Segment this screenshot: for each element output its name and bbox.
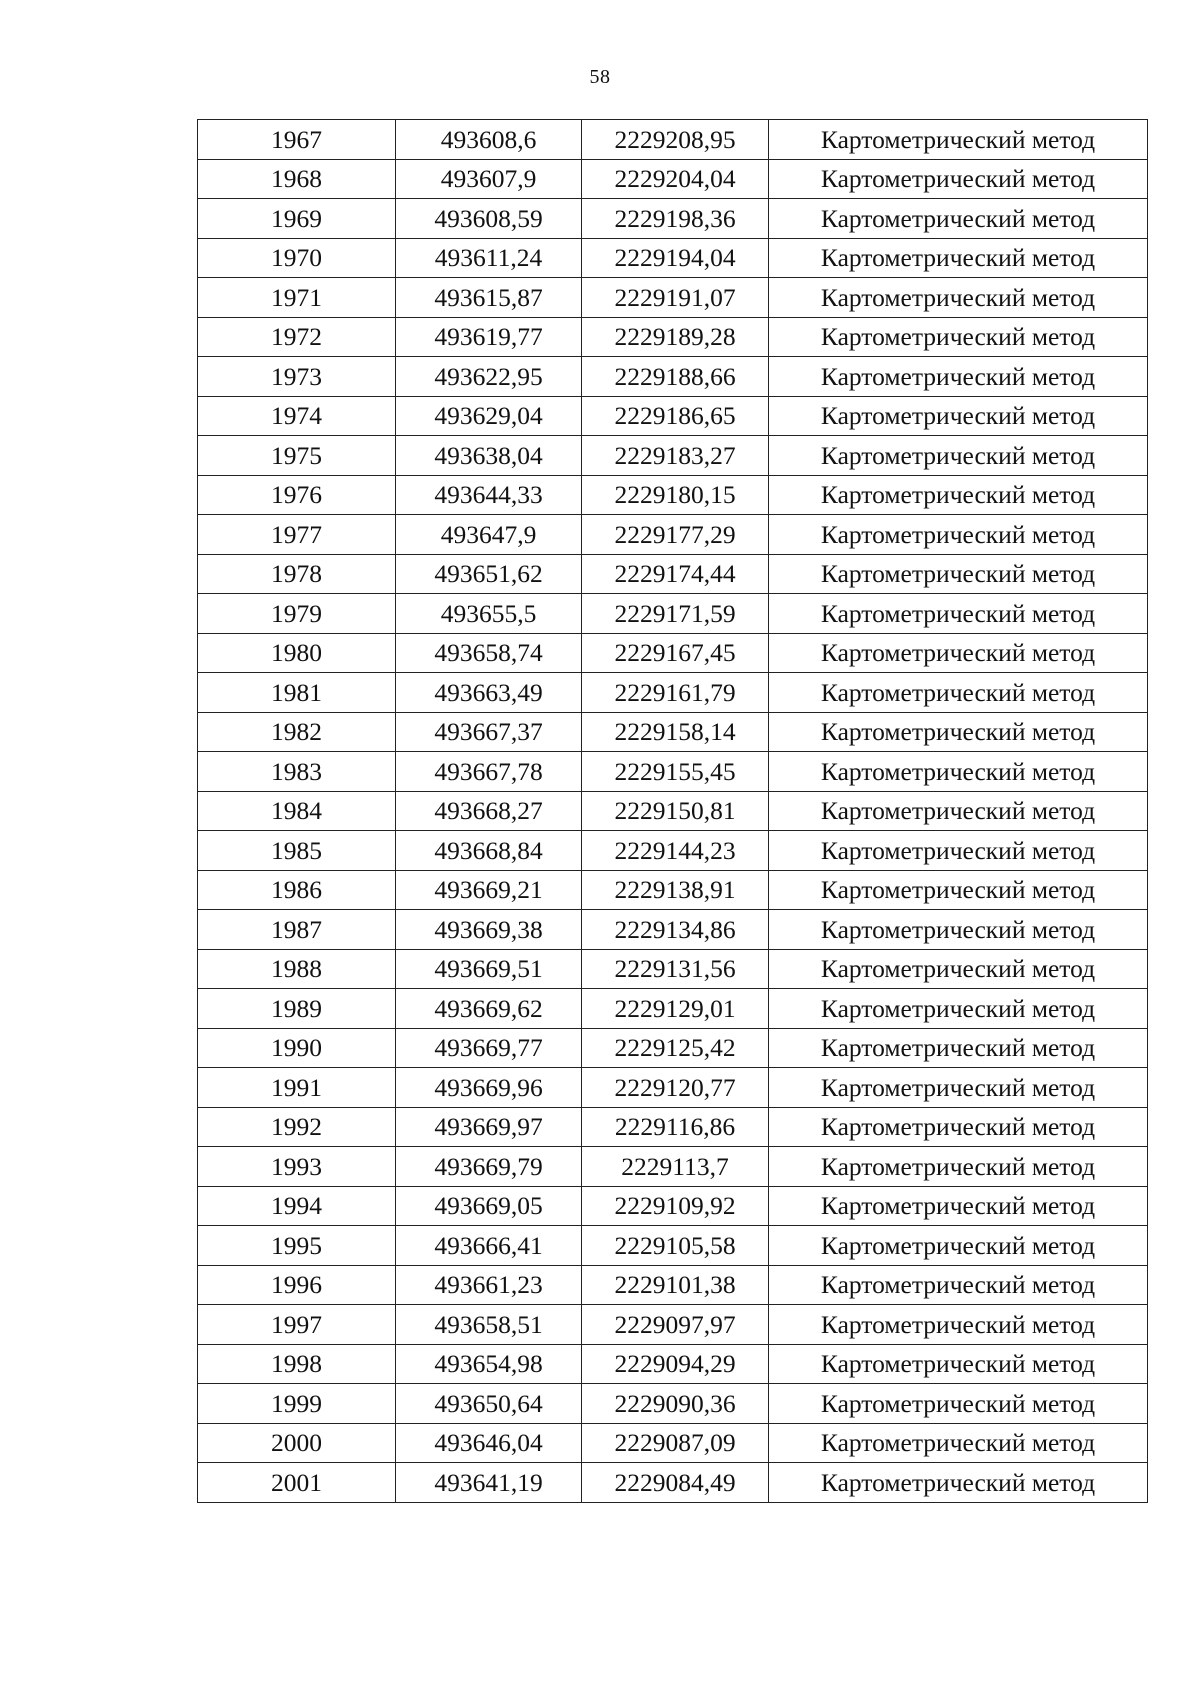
table-row — [198, 1028, 1148, 1068]
page-number: 58 — [589, 66, 611, 88]
method-cell: Картометрический метод — [769, 633, 1148, 673]
x-coordinate-cell: 493663,49 — [396, 673, 582, 713]
x-coordinate-cell: 493607,9 — [396, 159, 582, 199]
x-coordinate-cell: 493650,64 — [396, 1384, 582, 1424]
x-coordinate-cell: 493611,24 — [396, 238, 582, 278]
point-number-cell: 1981 — [198, 673, 396, 713]
table-row — [198, 712, 1148, 752]
x-coordinate-cell: 493669,97 — [396, 1107, 582, 1147]
x-coordinate-cell: 493668,27 — [396, 791, 582, 831]
table-row — [198, 1344, 1148, 1384]
point-number-cell: 1987 — [198, 910, 396, 950]
table-row — [198, 594, 1148, 634]
method-cell: Картометрический метод — [769, 515, 1148, 555]
y-coordinate-cell: 2229174,44 — [582, 554, 769, 594]
point-number-cell: 2000 — [198, 1423, 396, 1463]
point-number-cell: 1979 — [198, 594, 396, 634]
x-coordinate-cell: 493668,84 — [396, 831, 582, 871]
table-row — [198, 475, 1148, 515]
y-coordinate-cell: 2229105,58 — [582, 1226, 769, 1266]
table-row — [198, 1384, 1148, 1424]
y-coordinate-cell: 2229186,65 — [582, 396, 769, 436]
point-number-cell: 1982 — [198, 712, 396, 752]
y-coordinate-cell: 2229208,95 — [582, 120, 769, 160]
x-coordinate-cell: 493658,74 — [396, 633, 582, 673]
method-cell: Картометрический метод — [769, 199, 1148, 239]
y-coordinate-cell: 2229161,79 — [582, 673, 769, 713]
x-coordinate-cell: 493654,98 — [396, 1344, 582, 1384]
x-coordinate-cell: 493622,95 — [396, 357, 582, 397]
table-row — [198, 1147, 1148, 1187]
table-row — [198, 752, 1148, 792]
y-coordinate-cell: 2229120,77 — [582, 1068, 769, 1108]
method-cell: Картометрический метод — [769, 1186, 1148, 1226]
point-number-cell: 1975 — [198, 436, 396, 476]
table-row — [198, 791, 1148, 831]
y-coordinate-cell: 2229101,38 — [582, 1265, 769, 1305]
point-number-cell: 1998 — [198, 1344, 396, 1384]
y-coordinate-cell: 2229144,23 — [582, 831, 769, 871]
table-row — [198, 1068, 1148, 1108]
coordinates-table — [197, 119, 1148, 1503]
point-number-cell: 1980 — [198, 633, 396, 673]
method-cell: Картометрический метод — [769, 357, 1148, 397]
method-cell: Картометрический метод — [769, 594, 1148, 634]
point-number-cell: 1974 — [198, 396, 396, 436]
table-row — [198, 1305, 1148, 1345]
x-coordinate-cell: 493647,9 — [396, 515, 582, 555]
point-number-cell: 1967 — [198, 120, 396, 160]
y-coordinate-cell: 2229171,59 — [582, 594, 769, 634]
point-number-cell: 1988 — [198, 949, 396, 989]
method-cell: Картометрический метод — [769, 1068, 1148, 1108]
x-coordinate-cell: 493661,23 — [396, 1265, 582, 1305]
x-coordinate-cell: 493669,79 — [396, 1147, 582, 1187]
x-coordinate-cell: 493669,96 — [396, 1068, 582, 1108]
y-coordinate-cell: 2229134,86 — [582, 910, 769, 950]
method-cell: Картометрический метод — [769, 1147, 1148, 1187]
y-coordinate-cell: 2229191,07 — [582, 278, 769, 318]
y-coordinate-cell: 2229180,15 — [582, 475, 769, 515]
y-coordinate-cell: 2229097,97 — [582, 1305, 769, 1345]
method-cell: Картометрический метод — [769, 712, 1148, 752]
table-row — [198, 1186, 1148, 1226]
point-number-cell: 1984 — [198, 791, 396, 831]
method-cell: Картометрический метод — [769, 910, 1148, 950]
y-coordinate-cell: 2229084,49 — [582, 1463, 769, 1503]
method-cell: Картометрический метод — [769, 673, 1148, 713]
y-coordinate-cell: 2229188,66 — [582, 357, 769, 397]
x-coordinate-cell: 493641,19 — [396, 1463, 582, 1503]
table-row — [198, 831, 1148, 871]
table-row — [198, 1107, 1148, 1147]
method-cell: Картометрический метод — [769, 870, 1148, 910]
table-row — [198, 159, 1148, 199]
table-row — [198, 949, 1148, 989]
x-coordinate-cell: 493669,62 — [396, 989, 582, 1029]
y-coordinate-cell: 2229198,36 — [582, 199, 769, 239]
table-row — [198, 199, 1148, 239]
point-number-cell: 1992 — [198, 1107, 396, 1147]
point-number-cell: 1999 — [198, 1384, 396, 1424]
x-coordinate-cell: 493666,41 — [396, 1226, 582, 1266]
point-number-cell: 2001 — [198, 1463, 396, 1503]
x-coordinate-cell: 493669,77 — [396, 1028, 582, 1068]
y-coordinate-cell: 2229155,45 — [582, 752, 769, 792]
x-coordinate-cell: 493669,38 — [396, 910, 582, 950]
method-cell: Картометрический метод — [769, 1384, 1148, 1424]
method-cell: Картометрический метод — [769, 1028, 1148, 1068]
table-row — [198, 554, 1148, 594]
point-number-cell: 1978 — [198, 554, 396, 594]
table-row — [198, 120, 1148, 160]
table-row — [198, 238, 1148, 278]
method-cell: Картометрический метод — [769, 475, 1148, 515]
y-coordinate-cell: 2229116,86 — [582, 1107, 769, 1147]
coordinates-table-body — [198, 120, 1148, 1503]
point-number-cell: 1990 — [198, 1028, 396, 1068]
table-row — [198, 317, 1148, 357]
y-coordinate-cell: 2229090,36 — [582, 1384, 769, 1424]
point-number-cell: 1986 — [198, 870, 396, 910]
y-coordinate-cell: 2229113,7 — [582, 1147, 769, 1187]
method-cell: Картометрический метод — [769, 1265, 1148, 1305]
x-coordinate-cell: 493644,33 — [396, 475, 582, 515]
point-number-cell: 1977 — [198, 515, 396, 555]
table-row — [198, 910, 1148, 950]
method-cell: Картометрический метод — [769, 1463, 1148, 1503]
method-cell: Картометрический метод — [769, 752, 1148, 792]
x-coordinate-cell: 493669,05 — [396, 1186, 582, 1226]
method-cell: Картометрический метод — [769, 1423, 1148, 1463]
point-number-cell: 1995 — [198, 1226, 396, 1266]
y-coordinate-cell: 2229129,01 — [582, 989, 769, 1029]
x-coordinate-cell: 493608,6 — [396, 120, 582, 160]
method-cell: Картометрический метод — [769, 949, 1148, 989]
table-row — [198, 1423, 1148, 1463]
x-coordinate-cell: 493667,37 — [396, 712, 582, 752]
x-coordinate-cell: 493667,78 — [396, 752, 582, 792]
table-row — [198, 1265, 1148, 1305]
method-cell: Картометрический метод — [769, 989, 1148, 1029]
table-row — [198, 396, 1148, 436]
method-cell: Картометрический метод — [769, 1305, 1148, 1345]
point-number-cell: 1994 — [198, 1186, 396, 1226]
table-row — [198, 1463, 1148, 1503]
point-number-cell: 1968 — [198, 159, 396, 199]
x-coordinate-cell: 493646,04 — [396, 1423, 582, 1463]
table-row — [198, 673, 1148, 713]
table-row — [198, 278, 1148, 318]
table-row — [198, 870, 1148, 910]
y-coordinate-cell: 2229125,42 — [582, 1028, 769, 1068]
y-coordinate-cell: 2229138,91 — [582, 870, 769, 910]
x-coordinate-cell: 493658,51 — [396, 1305, 582, 1345]
method-cell: Картометрический метод — [769, 1226, 1148, 1266]
y-coordinate-cell: 2229189,28 — [582, 317, 769, 357]
method-cell: Картометрический метод — [769, 120, 1148, 160]
x-coordinate-cell: 493615,87 — [396, 278, 582, 318]
point-number-cell: 1989 — [198, 989, 396, 1029]
x-coordinate-cell: 493619,77 — [396, 317, 582, 357]
y-coordinate-cell: 2229177,29 — [582, 515, 769, 555]
x-coordinate-cell: 493608,59 — [396, 199, 582, 239]
method-cell: Картометрический метод — [769, 159, 1148, 199]
y-coordinate-cell: 2229167,45 — [582, 633, 769, 673]
point-number-cell: 1983 — [198, 752, 396, 792]
point-number-cell: 1970 — [198, 238, 396, 278]
table-row — [198, 1226, 1148, 1266]
y-coordinate-cell: 2229158,14 — [582, 712, 769, 752]
x-coordinate-cell: 493638,04 — [396, 436, 582, 476]
y-coordinate-cell: 2229194,04 — [582, 238, 769, 278]
y-coordinate-cell: 2229094,29 — [582, 1344, 769, 1384]
point-number-cell: 1973 — [198, 357, 396, 397]
method-cell: Картометрический метод — [769, 396, 1148, 436]
point-number-cell: 1976 — [198, 475, 396, 515]
point-number-cell: 1971 — [198, 278, 396, 318]
point-number-cell: 1991 — [198, 1068, 396, 1108]
point-number-cell: 1969 — [198, 199, 396, 239]
method-cell: Картометрический метод — [769, 238, 1148, 278]
y-coordinate-cell: 2229087,09 — [582, 1423, 769, 1463]
table-row — [198, 436, 1148, 476]
method-cell: Картометрический метод — [769, 436, 1148, 476]
y-coordinate-cell: 2229131,56 — [582, 949, 769, 989]
point-number-cell: 1985 — [198, 831, 396, 871]
y-coordinate-cell: 2229109,92 — [582, 1186, 769, 1226]
x-coordinate-cell: 493669,51 — [396, 949, 582, 989]
table-row — [198, 989, 1148, 1029]
x-coordinate-cell: 493669,21 — [396, 870, 582, 910]
x-coordinate-cell: 493655,5 — [396, 594, 582, 634]
x-coordinate-cell: 493651,62 — [396, 554, 582, 594]
point-number-cell: 1996 — [198, 1265, 396, 1305]
method-cell: Картометрический метод — [769, 1344, 1148, 1384]
x-coordinate-cell: 493629,04 — [396, 396, 582, 436]
table-row — [198, 633, 1148, 673]
y-coordinate-cell: 2229204,04 — [582, 159, 769, 199]
method-cell: Картометрический метод — [769, 554, 1148, 594]
method-cell: Картометрический метод — [769, 831, 1148, 871]
point-number-cell: 1993 — [198, 1147, 396, 1187]
method-cell: Картометрический метод — [769, 317, 1148, 357]
y-coordinate-cell: 2229150,81 — [582, 791, 769, 831]
method-cell: Картометрический метод — [769, 791, 1148, 831]
table-row — [198, 515, 1148, 555]
method-cell: Картометрический метод — [769, 1107, 1148, 1147]
point-number-cell: 1972 — [198, 317, 396, 357]
y-coordinate-cell: 2229183,27 — [582, 436, 769, 476]
table-row — [198, 357, 1148, 397]
point-number-cell: 1997 — [198, 1305, 396, 1345]
method-cell: Картометрический метод — [769, 278, 1148, 318]
